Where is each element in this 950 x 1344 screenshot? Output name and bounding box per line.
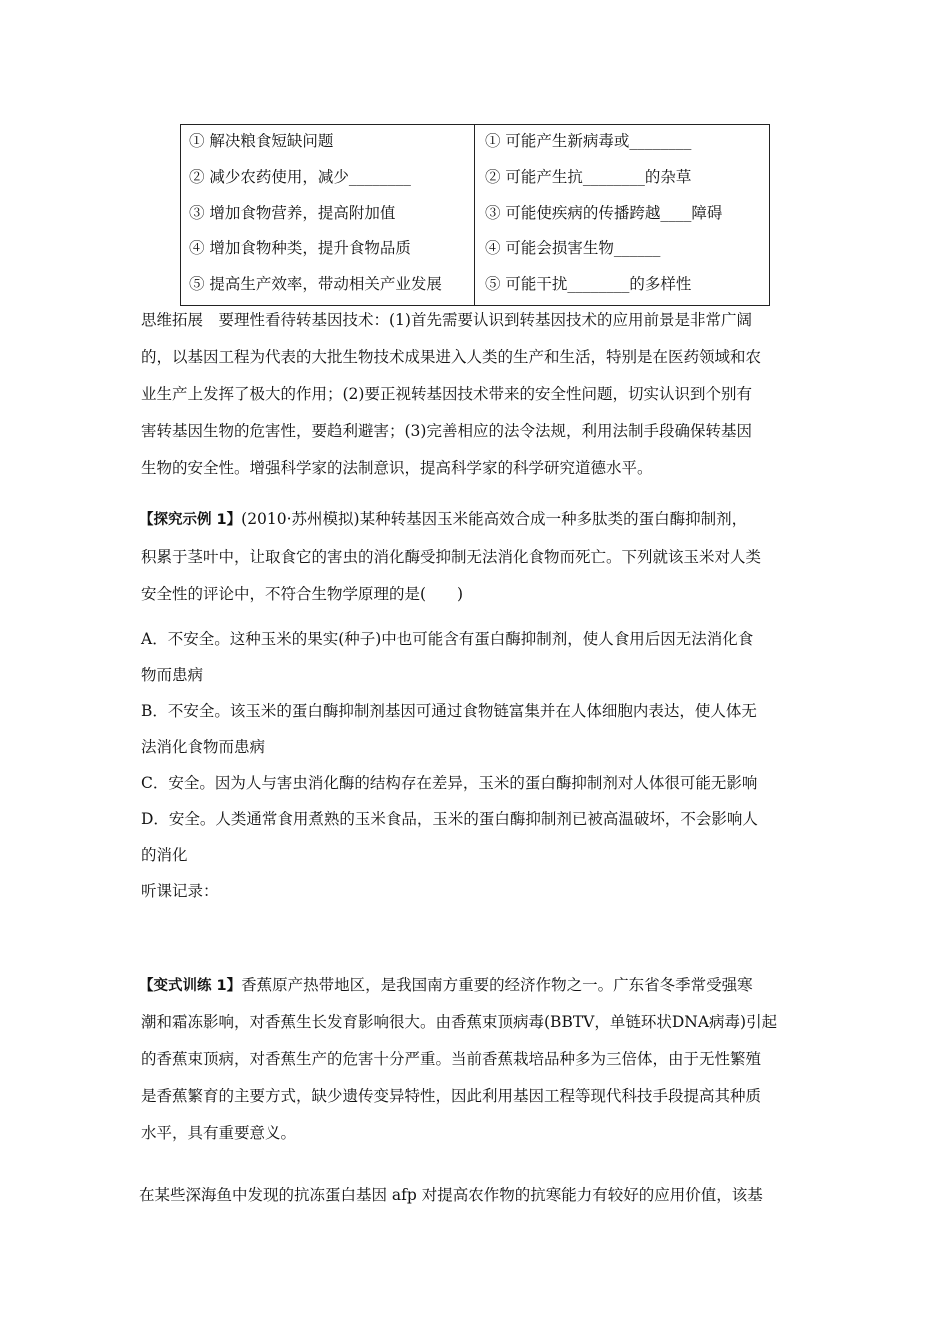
example-stem-1: (2010·苏州模拟)某种转基因玉米能高效合成一种多肽类的蛋白酶抑制剂， [241,510,748,528]
risk-item: ⑤ 可能干扰________的多样性 [485,275,692,294]
notes-label: 听课记录： [141,882,219,900]
option-d-line-1: D．安全。人类通常食用煮熟的玉米食品，玉米的蛋白酶抑制剂已被高温破坏，不会影响人 [141,810,758,828]
paragraph-line: 害转基因生物的危害性，要趋利避害；(3)完善相应的法令法规，利用法制手段确保转基因 [141,422,752,440]
option-a-line-1: A．不安全。这种玉米的果实(种子)中也可能含有蛋白酶抑制剂，使人食用后因无法消化食 [141,630,754,648]
benefit-item: ② 减少农药使用，减少________ [189,167,411,186]
example-tag: 【探究示例 1】 [139,512,242,528]
exercise-line-2: 潮和霜冻影响，对香蕉生长发育影响很大。由香蕉束顶病毒(BBTV，单链环状DNA病毒)引起 [141,1013,778,1031]
example-first-line [139,503,819,535]
paragraph-line: 的，以基因工程为代表的大批生物技术成果进入人类的生产和生活，特别是在医药领域和农 [141,348,762,366]
exercise-body [141,1004,821,1152]
exercise-first-line [139,967,819,1003]
risk-item: ① 可能产生新病毒或________ [485,132,692,150]
risk-item: ② 可能产生抗________的杂草 [485,167,692,186]
benefit-item: ③ 增加食物营养，提高附加值 [189,203,396,222]
risk-item: ④ 可能会损害生物______ [485,239,661,258]
risks-column [475,125,769,305]
option-d-line-2: 的消化 [141,846,188,864]
option-b-line-2: 法消化食物而患病 [141,738,266,756]
example-question [139,503,819,535]
paragraph-line: 生物的安全性。增强科学家的法制意识，提高科学家的科学研究道德水平。 [141,459,653,477]
exercise-tag: 【变式训练 1】 [139,978,242,994]
exercise-question [139,967,819,1003]
example-options [141,624,821,912]
example-stem-2: 积累于茎叶中，让取食它的害虫的消化酶受抑制无法消化食物而死亡。下列就该玉米对人类 [141,548,762,566]
option-b-line-1: B．不安全。该玉米的蛋白酶抑制剂基因可通过食物链富集并在人体细胞内表达，使人体无 [141,702,757,720]
option-a-line-2: 物而患病 [141,666,204,684]
thinking-extension-paragraph [141,302,821,487]
exercise-line-3: 的香蕉束顶病，对香蕉生产的危害十分严重。当前香蕉栽培品种多为三倍体，由于无性繁殖 [141,1050,762,1068]
benefit-item: ① 解决粮食短缺问题 [189,132,334,150]
exercise-continuation [139,1180,819,1210]
benefit-item: ⑤ 提高生产效率，带动相关产业发展 [189,275,442,294]
paragraph-line: 业生产上发挥了极大的作用；(2)要正视转基因技术带来的安全性问题，切实认识到个别有 [141,385,752,403]
example-stem-3: 安全性的评论中，不符合生物学原理的是( ) [141,585,464,603]
benefit-item: ④ 增加食物种类，提升食物品质 [189,239,411,258]
exercise-line-5: 水平，具有重要意义。 [141,1124,297,1142]
exercise-line-4: 是香蕉繁育的主要方式，缺少遗传变异特性，因此利用基因工程等现代科技手段提高其种质 [141,1087,762,1105]
risk-item: ③ 可能使疾病的传播跨越____障碍 [485,203,723,222]
example-stem [141,539,821,613]
option-c-line-1: C．安全。因为人与害虫消化酶的结构存在差异，玉米的蛋白酶抑制剂对人体很可能无影响 [141,774,758,792]
paragraph-line: 思维拓展 要理性看待转基因技术：(1)首先需要认识到转基因技术的应用前景是非常广阔 [141,311,752,329]
benefits-column [181,125,475,305]
exercise-line-1: 香蕉原产热带地区，是我国南方重要的经济作物之一。广东省冬季常受强寒 [241,976,753,994]
benefits-risks-table [180,124,770,306]
exercise-line-6: 在某些深海鱼中发现的抗冻蛋白基因 afp 对提高农作物的抗寒能力有较好的应用价值，该基 [139,1186,763,1204]
